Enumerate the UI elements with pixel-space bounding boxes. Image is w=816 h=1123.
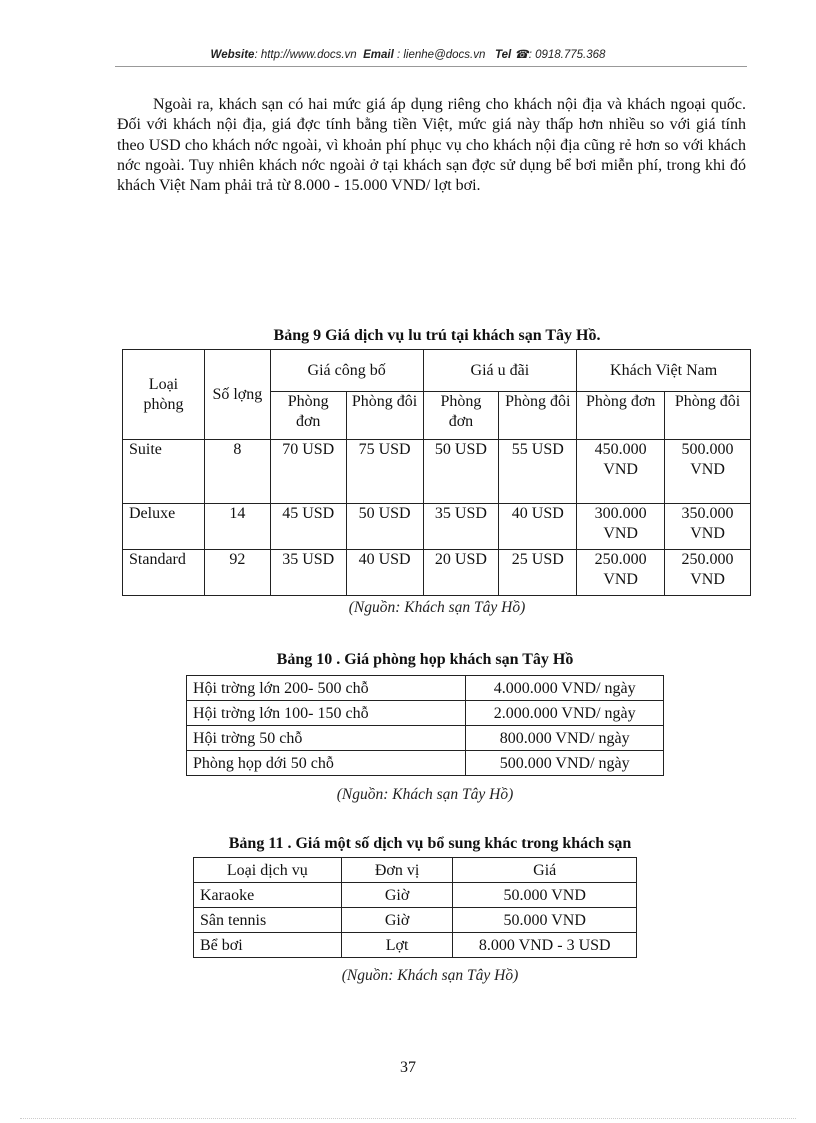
table9 [122, 349, 751, 596]
table11-source: (Nguồn: Khách sạn Tây Hồ) [341, 967, 519, 984]
room-name: Hội trờng lớn 100- 150 chỗ [187, 701, 466, 726]
table9-subheader-single: Phòng đơn [270, 392, 346, 440]
table9-subheader-double: Phòng đôi [665, 392, 751, 440]
service-price: 50.000 VND [453, 908, 637, 933]
discount-single: 35 USD [423, 504, 499, 550]
discount-double: 40 USD [499, 504, 577, 550]
table11-caption: Bảng 11 . Giá một số dịch vụ bổ sung khác trong khách sạn [228, 835, 632, 852]
public-single: 45 USD [270, 504, 346, 550]
room-name: Phòng họp dới 50 chỗ [187, 751, 466, 776]
vn-single: 450.000 VND [577, 440, 665, 504]
header-divider [115, 66, 747, 67]
table9-subheader-double: Phòng đôi [346, 392, 423, 440]
table-row [123, 440, 751, 504]
service-name: Sân tennis [194, 908, 342, 933]
service-name: Bể bơi [194, 933, 342, 958]
table-row [187, 701, 664, 726]
table-row [194, 908, 637, 933]
tel-label: Tel [494, 49, 512, 61]
vn-double: 500.000 VND [665, 440, 751, 504]
table11-header-service: Loại dịch vụ [194, 858, 342, 883]
table9-subheader-double: Phòng đôi [499, 392, 577, 440]
table-row [194, 933, 637, 958]
room-qty: 92 [204, 550, 270, 596]
table9-subheader-single: Phòng đơn [577, 392, 665, 440]
website-label: Website [210, 49, 255, 61]
room-type: Standard [123, 550, 205, 596]
vn-double: 250.000 VND [665, 550, 751, 596]
public-double: 40 USD [346, 550, 423, 596]
public-double: 75 USD [346, 440, 423, 504]
email-value: : lienhe@docs.vn [396, 49, 486, 61]
service-unit: Lợt [341, 933, 453, 958]
table9-header-public: Giá công bố [270, 350, 423, 392]
table11 [193, 857, 637, 958]
table9-caption: Bảng 9 Giá dịch vụ lu trú tại khách sạn Tây Hồ. [273, 327, 601, 344]
public-double: 50 USD [346, 504, 423, 550]
room-price: 4.000.000 VND/ ngày [466, 676, 664, 701]
table-row [123, 504, 751, 550]
room-qty: 8 [204, 440, 270, 504]
table-row [187, 726, 664, 751]
phone-icon: ☎ [514, 49, 529, 61]
footer-divider [20, 1118, 796, 1119]
body-paragraph: Ngoài ra, khách sạn có hai mức giá áp dụng riêng cho khách nội địa và khách ngoại quốc. Đối với khách nội địa, giá đợc tính bằng tiền Việt, mức giá này thấp hơn nhiều so với giá tính theo USD cho khách nớc ngoài, vì khoản phí phục vụ cho khách nội địa cũng rẻ hơn so với khách nớc ngoài. Tuy nhiên khách nớc ngoài ở tại khách sạn đợc sử dụng bể bơi miễn phí, trong khi đó khách Việt Nam phải trả từ 8.000 - 15.000 VND/ lợt bơi. [117, 96, 746, 195]
public-single: 70 USD [270, 440, 346, 504]
table9-header-type: Loại phòng [123, 350, 205, 440]
service-unit: Giờ [341, 883, 453, 908]
service-name: Karaoke [194, 883, 342, 908]
table-row [187, 751, 664, 776]
room-name: Hội trờng 50 chỗ [187, 726, 466, 751]
tel-value: : 0918.775.368 [528, 49, 606, 61]
table9-subheader-single: Phòng đơn [423, 392, 499, 440]
room-type: Suite [123, 440, 205, 504]
email-label: Email [363, 49, 394, 61]
vn-single: 300.000 VND [577, 504, 665, 550]
room-price: 800.000 VND/ ngày [466, 726, 664, 751]
table-row [187, 676, 664, 701]
table-row [194, 883, 637, 908]
discount-double: 25 USD [499, 550, 577, 596]
discount-single: 20 USD [423, 550, 499, 596]
table10-source: (Nguồn: Khách sạn Tây Hồ) [336, 786, 514, 803]
discount-single: 50 USD [423, 440, 499, 504]
public-single: 35 USD [270, 550, 346, 596]
table9-header-discount: Giá u đãi [423, 350, 577, 392]
table9-source: (Nguồn: Khách sạn Tây Hồ) [348, 599, 526, 616]
page-number: 37 [400, 1059, 416, 1076]
website-value: : http://www.docs.vn [254, 49, 357, 61]
room-name: Hội trờng lớn 200- 500 chỗ [187, 676, 466, 701]
room-price: 500.000 VND/ ngày [466, 751, 664, 776]
discount-double: 55 USD [499, 440, 577, 504]
service-price: 8.000 VND - 3 USD [453, 933, 637, 958]
table10 [186, 675, 664, 776]
service-price: 50.000 VND [453, 883, 637, 908]
room-price: 2.000.000 VND/ ngày [466, 701, 664, 726]
vn-double: 350.000 VND [665, 504, 751, 550]
table9-header-qty: Số lợng [204, 350, 270, 440]
table11-header-unit: Đơn vị [341, 858, 453, 883]
table-row [123, 550, 751, 596]
room-type: Deluxe [123, 504, 205, 550]
page-header [0, 47, 816, 61]
service-unit: Giờ [341, 908, 453, 933]
table9-header-vn: Khách Việt Nam [577, 350, 751, 392]
vn-single: 250.000 VND [577, 550, 665, 596]
table11-header-price: Giá [453, 858, 637, 883]
room-qty: 14 [204, 504, 270, 550]
table10-caption: Bảng 10 . Giá phòng họp khách sạn Tây Hồ [276, 651, 574, 668]
